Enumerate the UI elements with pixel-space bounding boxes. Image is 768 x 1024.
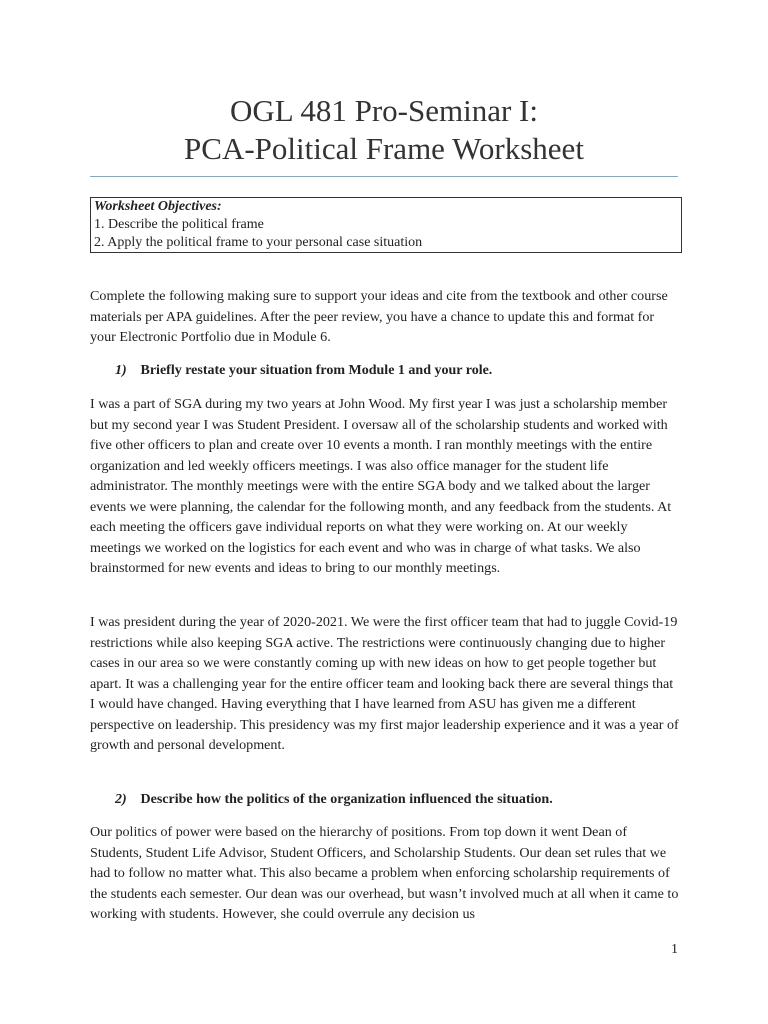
title-line-1: OGL 481 Pro-Seminar I: xyxy=(230,93,538,128)
answer-paragraph: Our politics of power were based on the hierarchy of positions. From top down it went Dean of Students, Student Life Advisor, Student Officers, and Scholarship Students. Our dean set rules that we had to follow no matter what. This also became a problem when enforcing scholarship requirements of the students each semester. Our dean was our overhead, but wasn’t involved much at all when it came to working with students. However, she could overrule any decision us xyxy=(90,824,679,922)
objective-item: 1. Describe the political frame xyxy=(94,217,264,232)
objective-item: 2. Apply the political frame to your personal case situation xyxy=(94,235,423,250)
objectives-box xyxy=(90,197,682,253)
answer-paragraph: I was president during the year of 2020-2021. We were the first officer team that had to juggle Covid-19 restrictions while also keeping SGA active. The restrictions were continuously changing due to higher cases in our area so we were constantly coming up with new ideas on how to get people together but apart. It was a challenging year for the entire officer team and looking back there are several things that I would have changed. Having everything that I have learned from ASU has given me a different perspective on leadership. This presidency was my first major leadership experience and it was a year of growth and personal development. xyxy=(90,614,679,753)
answer-paragraph: I was a part of SGA during my two years at John Wood. My first year I was just a scholarship member but my second year I was Student President. I oversaw all of the scholarship students and worked with five other officers to plan and create over 10 events a month. I ran monthly meetings with the entire organization and led weekly officers meetings. I was also office manager for the student life administrator. The monthly meetings were with the entire SGA body and we talked about the larger events we were planning, the calendar for the following month, and any feedback from the students. At each meeting the officers gave individual reports on what they were working on. At our weekly meetings we worked on the logistics for each event and who was in charge of what tasks. We also brainstormed for new events and ideas to bring to our monthly meetings. xyxy=(90,396,672,576)
page-title xyxy=(90,92,678,168)
question-number: 1) xyxy=(115,363,127,378)
title-divider xyxy=(90,176,678,177)
title-line-2: PCA-Political Frame Worksheet xyxy=(184,131,584,166)
page-number: 1 xyxy=(671,942,678,957)
intro-paragraph: Complete the following making sure to support your ideas and cite from the textbook and other course materials per APA guidelines. After the peer review, you have a chance to update this and format for your Electronic Portfolio due in Module 6. xyxy=(90,288,668,345)
question-number: 2) xyxy=(115,792,127,807)
question-text: Describe how the politics of the organization influenced the situation. xyxy=(140,792,553,807)
question-1 xyxy=(115,361,680,381)
objectives-heading: Worksheet Objectives: xyxy=(94,199,222,214)
question-text: Briefly restate your situation from Module 1 and your role. xyxy=(140,363,493,378)
question-2 xyxy=(115,790,680,810)
